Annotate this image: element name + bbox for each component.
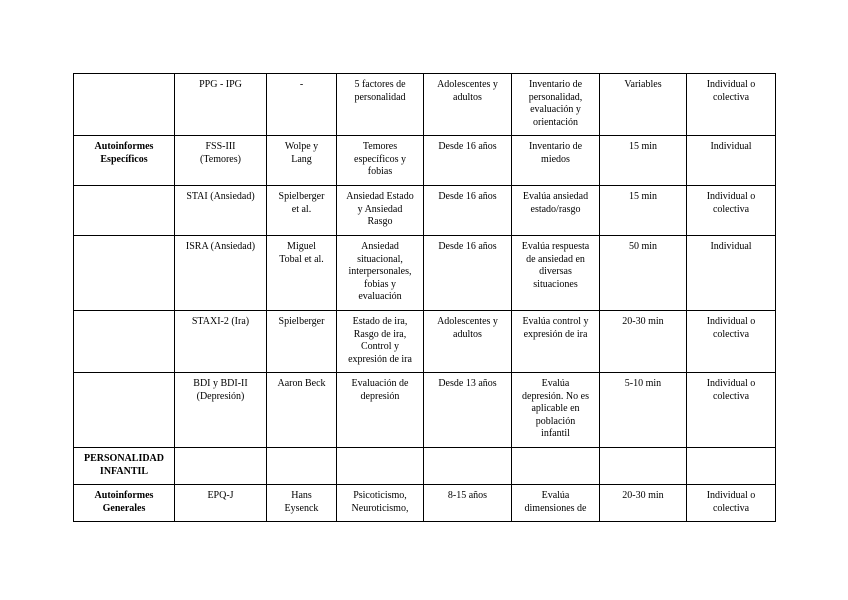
cell-text-line: 20-30 min bbox=[622, 316, 664, 327]
cell-text-line: aplicable en bbox=[531, 403, 580, 414]
cell-text-line: Individual bbox=[710, 141, 752, 152]
table-row bbox=[74, 485, 776, 522]
cell-test bbox=[175, 186, 267, 236]
cell-duration bbox=[600, 448, 687, 485]
cell-text-line: Evalúa ansiedad bbox=[522, 191, 589, 202]
cell-text-line: Individual o bbox=[706, 79, 756, 90]
table-row bbox=[74, 311, 776, 373]
cell-test bbox=[175, 74, 267, 136]
cell-duration bbox=[600, 373, 687, 448]
cell-text-line: Spielberger bbox=[278, 316, 325, 327]
cell-text-line: infantil bbox=[541, 428, 570, 439]
cell-text-line: 50 min bbox=[628, 241, 658, 252]
cell-text-line: diversas bbox=[539, 266, 572, 277]
table-row bbox=[74, 236, 776, 311]
cell-text-line: Neuroticismo, bbox=[351, 502, 409, 514]
cell-duration bbox=[600, 74, 687, 136]
cell-text-line: Individual bbox=[710, 241, 752, 252]
cell-text-line: 15 min bbox=[628, 191, 658, 202]
cell-category bbox=[74, 74, 175, 136]
cell-text-line: FSS-III bbox=[205, 141, 236, 152]
table-row bbox=[74, 373, 776, 448]
cell-text-line: Spielberger bbox=[278, 191, 325, 202]
cell-text-line: Desde 16 años bbox=[438, 241, 497, 252]
table-row bbox=[74, 186, 776, 236]
cell-text-line: Generales bbox=[102, 502, 146, 514]
cell-text-line: Adolescentes y bbox=[437, 79, 498, 90]
cell-age bbox=[424, 448, 512, 485]
table-row bbox=[74, 74, 776, 136]
table-row bbox=[74, 448, 776, 485]
cell-category bbox=[74, 186, 175, 236]
cell-text-line: y Ansiedad bbox=[357, 203, 403, 215]
cell-age bbox=[424, 373, 512, 448]
cell-text-line: Tobal et al. bbox=[279, 253, 324, 265]
cell-description bbox=[512, 186, 600, 236]
cell-duration bbox=[600, 236, 687, 311]
cell-description bbox=[512, 448, 600, 485]
cell-description bbox=[512, 311, 600, 373]
cell-category bbox=[74, 448, 175, 485]
cell-dimensions bbox=[337, 373, 424, 448]
cell-text-line: depresión. No es bbox=[522, 390, 589, 402]
cell-description bbox=[512, 236, 600, 311]
cell-text-line: Eysenck bbox=[284, 502, 319, 514]
cell-author bbox=[267, 236, 337, 311]
cell-duration bbox=[600, 136, 687, 186]
cell-category bbox=[74, 236, 175, 311]
cell-text-line: 15 min bbox=[628, 141, 658, 152]
cell-text-line: Wolpe y bbox=[284, 141, 319, 152]
cell-category bbox=[74, 311, 175, 373]
cell-dimensions bbox=[337, 74, 424, 136]
cell-text-line: estado/rasgo bbox=[530, 203, 581, 215]
cell-text-line: Ansiedad bbox=[361, 241, 399, 252]
cell-age bbox=[424, 485, 512, 522]
cell-text-line: Lang bbox=[291, 153, 312, 165]
cell-category bbox=[74, 485, 175, 522]
cell-duration bbox=[600, 311, 687, 373]
cell-text-line: fobias bbox=[367, 166, 393, 177]
cell-application bbox=[687, 485, 776, 522]
cell-text-line: Evalúa control y bbox=[522, 316, 589, 327]
cell-text-line: Individual o bbox=[706, 316, 756, 327]
cell-description bbox=[512, 373, 600, 448]
cell-duration bbox=[600, 485, 687, 522]
cell-text-line: 5-10 min bbox=[624, 378, 662, 389]
cell-text-line: (Depresión) bbox=[196, 390, 245, 402]
cell-text-line: Miguel bbox=[287, 241, 316, 252]
cell-text-line: adultos bbox=[453, 328, 482, 340]
cell-application bbox=[687, 136, 776, 186]
cell-test bbox=[175, 485, 267, 522]
cell-text-line: situaciones bbox=[533, 278, 578, 290]
cell-text-line: EPQ-J bbox=[207, 490, 234, 501]
cell-text-line: Individual o bbox=[706, 490, 756, 501]
cell-text-line: PPG - IPG bbox=[199, 79, 242, 90]
cell-text-line: 20-30 min bbox=[622, 490, 664, 501]
cell-text-line: Inventario de bbox=[528, 79, 583, 90]
cell-text-line: personalidad bbox=[354, 91, 406, 103]
cell-dimensions bbox=[337, 236, 424, 311]
cell-text-line: Ansiedad Estado bbox=[346, 191, 414, 202]
cell-text-line: orientación bbox=[533, 116, 578, 128]
cell-test bbox=[175, 448, 267, 485]
cell-text-line: miedos bbox=[541, 153, 570, 165]
cell-application bbox=[687, 74, 776, 136]
cell-text-line: Desde 13 años bbox=[438, 378, 497, 389]
cell-test bbox=[175, 311, 267, 373]
cell-text-line: Aaron Beck bbox=[277, 378, 326, 389]
cell-text-line: Rasgo de ira, bbox=[353, 328, 407, 340]
cell-dimensions bbox=[337, 311, 424, 373]
cell-text-line: colectiva bbox=[712, 390, 750, 402]
cell-test bbox=[175, 236, 267, 311]
cell-text-line: STAXI-2 (Ira) bbox=[191, 316, 250, 327]
cell-text-line: Inventario de bbox=[528, 141, 583, 152]
cell-text-line: específicos y bbox=[354, 153, 406, 165]
cell-application bbox=[687, 448, 776, 485]
cell-author bbox=[267, 485, 337, 522]
cell-text-line: adultos bbox=[453, 91, 482, 103]
cell-text-line: colectiva bbox=[712, 328, 750, 340]
cell-text-line: Individual o bbox=[706, 378, 756, 389]
cell-text-line: Individual o bbox=[706, 191, 756, 202]
cell-text-line: Evaluación de bbox=[351, 378, 409, 389]
cell-text-line: Hans bbox=[291, 490, 312, 501]
cell-author bbox=[267, 74, 337, 136]
cell-text-line: expresión de ira bbox=[348, 353, 412, 365]
cell-text-line: depresión bbox=[360, 390, 400, 402]
cell-text-line: Autoinformes bbox=[94, 141, 154, 152]
cell-text-line: (Temores) bbox=[200, 153, 241, 165]
cell-application bbox=[687, 311, 776, 373]
cell-application bbox=[687, 373, 776, 448]
cell-text-line: evaluación bbox=[358, 291, 402, 302]
cell-text-line: Desde 16 años bbox=[438, 141, 497, 152]
cell-text-line: población bbox=[535, 415, 576, 427]
cell-author bbox=[267, 311, 337, 373]
cell-duration bbox=[600, 186, 687, 236]
cell-text-line: Específicos bbox=[100, 153, 148, 165]
cell-text-line: dimensiones de bbox=[524, 502, 587, 514]
cell-category bbox=[74, 136, 175, 186]
cell-text-line: Control y bbox=[360, 341, 400, 352]
cell-description bbox=[512, 74, 600, 136]
cell-category bbox=[74, 373, 175, 448]
cell-text-line: ISRA (Ansiedad) bbox=[185, 241, 256, 252]
cell-text-line: fobias y bbox=[364, 278, 396, 290]
cell-text-line: Adolescentes y bbox=[437, 316, 498, 327]
cell-text-line: Evalúa bbox=[541, 490, 570, 501]
cell-age bbox=[424, 136, 512, 186]
cell-text-line: Rasgo bbox=[367, 216, 393, 227]
cell-application bbox=[687, 236, 776, 311]
cell-text-line: de ansiedad en bbox=[526, 253, 585, 265]
cell-age bbox=[424, 186, 512, 236]
cell-author bbox=[267, 373, 337, 448]
cell-text-line: Temores bbox=[362, 141, 398, 152]
cell-text-line: 5 factores de bbox=[354, 79, 406, 90]
cell-author bbox=[267, 448, 337, 485]
cell-text-line: colectiva bbox=[712, 502, 750, 514]
cell-text-line: Evalúa bbox=[541, 378, 570, 389]
assessment-table bbox=[73, 73, 776, 522]
cell-age bbox=[424, 236, 512, 311]
cell-age bbox=[424, 311, 512, 373]
cell-description bbox=[512, 485, 600, 522]
cell-description bbox=[512, 136, 600, 186]
cell-text-line: STAI (Ansiedad) bbox=[186, 191, 255, 202]
cell-text-line: Psicoticismo, bbox=[353, 490, 407, 501]
cell-age bbox=[424, 74, 512, 136]
cell-text-line: colectiva bbox=[712, 203, 750, 215]
table-row bbox=[74, 136, 776, 186]
cell-text-line: Autoinformes bbox=[94, 490, 154, 501]
cell-dimensions bbox=[337, 136, 424, 186]
cell-dimensions bbox=[337, 448, 424, 485]
cell-text-line: Desde 16 años bbox=[438, 191, 497, 202]
cell-text-line: colectiva bbox=[712, 91, 750, 103]
cell-text-line: BDI y BDI-II bbox=[193, 378, 248, 389]
cell-text-line: evaluación y bbox=[530, 104, 581, 115]
cell-text-line: Evalúa respuesta bbox=[521, 241, 590, 252]
cell-application bbox=[687, 186, 776, 236]
cell-text-line: expresión de ira bbox=[523, 328, 588, 340]
cell-author bbox=[267, 186, 337, 236]
cell-dimensions bbox=[337, 186, 424, 236]
cell-text-line: INFANTIL bbox=[99, 465, 149, 477]
cell-text-line: interpersonales, bbox=[348, 266, 412, 277]
cell-dimensions bbox=[337, 485, 424, 522]
cell-text-line: situacional, bbox=[357, 253, 403, 265]
cell-text-line: PERSONALIDAD bbox=[83, 453, 164, 464]
cell-text-line: et al. bbox=[291, 203, 312, 215]
cell-text-line: personalidad, bbox=[528, 91, 583, 103]
cell-text-line: - bbox=[299, 79, 304, 90]
cell-test bbox=[175, 373, 267, 448]
cell-text-line: 8-15 años bbox=[447, 490, 488, 501]
cell-text-line: Variables bbox=[624, 79, 662, 90]
cell-author bbox=[267, 136, 337, 186]
cell-test bbox=[175, 136, 267, 186]
cell-text-line: Estado de ira, bbox=[352, 316, 408, 327]
